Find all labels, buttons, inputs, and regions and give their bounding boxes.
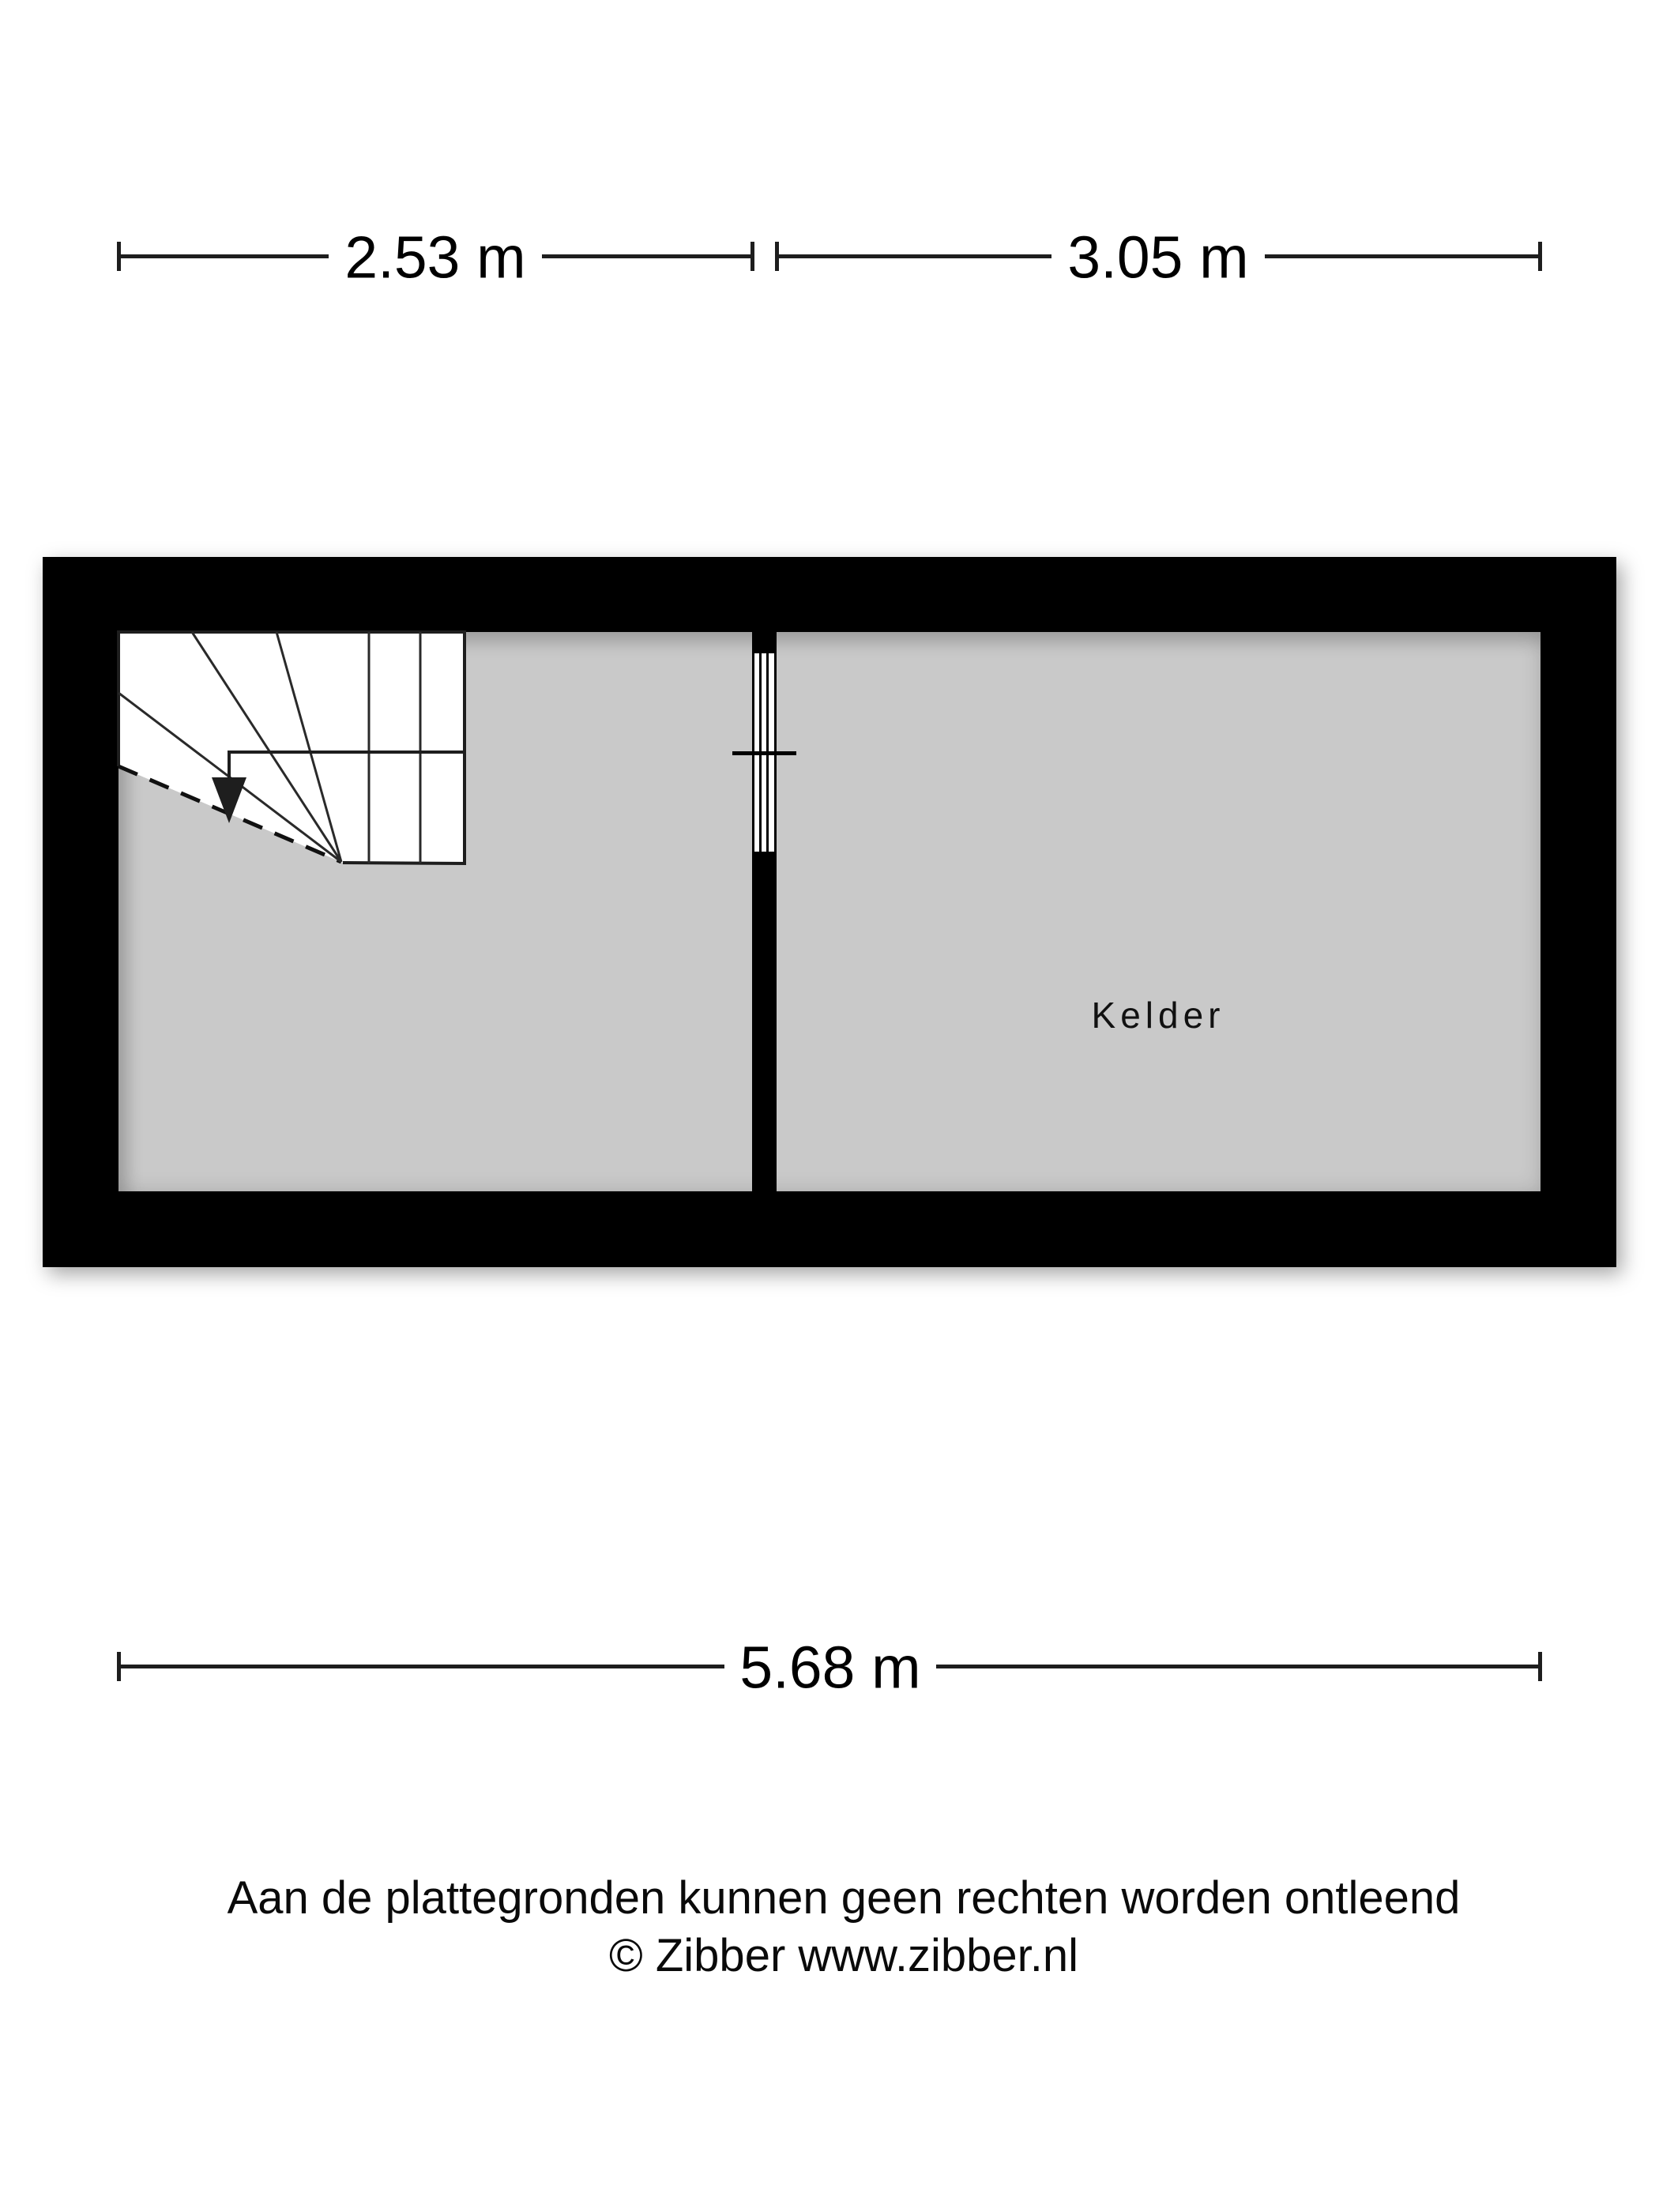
dim-label-bottom: 5.68 m [739,1634,921,1701]
footer-credit: © Zibber www.zibber.nl [609,1930,1078,1981]
dim-label-top-right: 3.05 m [1067,224,1249,291]
dim-tick [1538,1652,1542,1681]
floorplan [43,557,1616,1267]
staircase-symbol [43,557,1616,1267]
dim-label-top-left: 2.53 m [344,224,526,291]
dim-line-segment [777,254,1051,258]
dim-line-segment [542,254,752,258]
footer-disclaimer: Aan de plattegronden kunnen geen rechten worden ontleend [227,1872,1461,1924]
dim-tick [1538,242,1542,271]
dim-line-segment [118,1665,724,1668]
dim-tick [750,242,754,271]
dim-line-segment [1265,254,1540,258]
dim-line-segment [118,254,329,258]
room-label: Kelder [1091,995,1225,1036]
dim-line-segment [936,1665,1540,1668]
staircase-field [118,632,465,863]
